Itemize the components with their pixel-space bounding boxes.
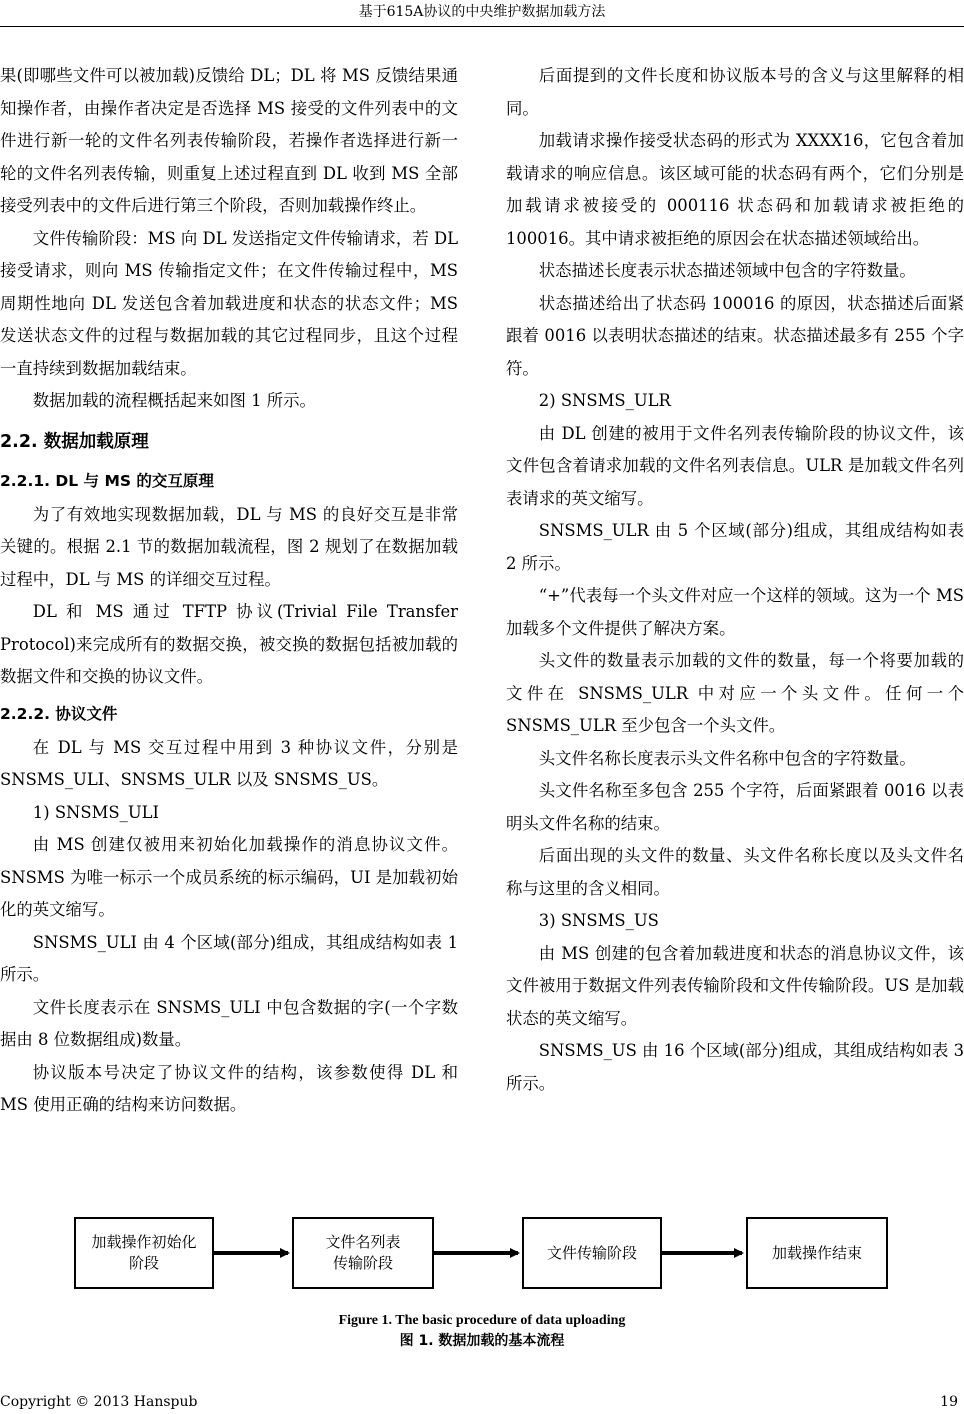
paragraph: 由 DL 创建的被用于文件名列表传输阶段的协议文件，该文件包含着请求加载的文件名列表信息。ULR 是加载文件名列表请求的英文缩写。 xyxy=(506,423,964,508)
paragraph: SNSMS_US 由 16 个区域(部分)组成，其组成结构如表 3 所示。 xyxy=(506,1041,964,1093)
paragraph: DL 和 MS 通过 TFTP 协议(Trivial File Transfer Protocol)来完成所有的数据交换，被交换的数据包括被加载的数据文件和交换的协议文件。 xyxy=(0,602,458,686)
list-item-label: 1) SNSMS_ULI xyxy=(32,802,160,822)
paragraph: 文件传输阶段：MS 向 DL 发送指定文件传输请求，若 DL 接受请求，则向 MS 传输指定文件；在文件传输过程中，MS 周期性地向 DL 发送包含着加载进度和状态的状态文件；MS 发送状态文件的过程与数据加载的其它过程同步，且这个过程一直持续到数据加载结束。 xyxy=(0,228,458,378)
paragraph: 状态描述长度表示状态描述领域中包含的字符数量。 xyxy=(538,261,916,280)
figure-1-flowchart xyxy=(74,1217,894,1291)
flow-box-text: 加载操作初始化 xyxy=(91,1233,197,1251)
paragraph: 数据加载的流程概括起来如图 1 所示。 xyxy=(32,391,316,410)
flow-box-text: 加载操作结束 xyxy=(771,1243,862,1262)
figure-caption-english: Figure 1. The basic procedure of data uploading xyxy=(338,1313,626,1328)
flow-box-text: 文件名列表 xyxy=(325,1233,401,1251)
paragraph: SNSMS_ULI 由 4 个区域(部分)组成，其组成结构如表 1 所示。 xyxy=(0,932,458,984)
list-item-label: 3) SNSMS_US xyxy=(538,911,659,930)
flow-box-text: 传输阶段 xyxy=(332,1254,393,1272)
paragraph: 状态描述给出了状态码 100016 的原因，状态描述后面紧跟着 0016 以表明状态描述的结束。状态描述最多有 255 个字符。 xyxy=(506,293,964,378)
paragraph: 由 MS 创建仅被用来初始化加载操作的消息协议文件。SNSMS 为唯一标示一个成员系统的标示编码，UI 是加载初始化的英文缩写。 xyxy=(0,835,458,919)
list-item-label: 2) SNSMS_ULR xyxy=(538,391,671,410)
flow-box-load-end xyxy=(746,1217,888,1289)
figure-caption-chinese: 图 1. 数据加载的基本流程 xyxy=(399,1333,565,1349)
paragraph: 为了有效地实现数据加载，DL 与 MS 的良好交互是非常关键的。根据 2.1 节的数据加载流程，图 2 规划了在数据加载过程中，DL 与 MS 的详细交互过程。 xyxy=(0,504,458,589)
footer-copyright: Copyright © 2013 Hanspub xyxy=(0,1394,198,1410)
paragraph: 文件长度表示在 SNSMS_ULI 中包含数据的字(一个字数据由 8 位数据组成)数量。 xyxy=(0,997,458,1049)
left-column xyxy=(0,60,458,1122)
running-header-title: 基于615A协议的中央维护数据加载方法 xyxy=(358,4,606,20)
subsection-heading-2-2-2: 2.2.2. 协议文件 xyxy=(0,704,118,723)
paragraph: 后面出现的头文件的数量、头文件名称长度以及头文件名称与这里的含义相同。 xyxy=(506,846,964,898)
paragraph: 头文件的数量表示加载的文件的数量，每一个将要加载的文件在 SNSMS_ULR 中对应一个头文件。任何一个 SNSMS_ULR 至少包含一个头文件。 xyxy=(506,651,964,735)
paragraph: 后面提到的文件长度和协议版本号的含义与这里解释的相同。 xyxy=(506,66,964,118)
paragraph: 在 DL 与 MS 交互过程中用到 3 种协议文件，分别是 SNSMS_ULI、SNSMS_ULR 以及 SNSMS_US。 xyxy=(0,737,458,789)
right-column xyxy=(506,60,964,1100)
page-number: 19 xyxy=(940,1394,958,1410)
flow-box-filename-list-transfer xyxy=(292,1217,434,1289)
section-heading-2-2: 2.2. 数据加载原理 xyxy=(0,431,149,452)
paragraph: 由 MS 创建的包含着加载进度和状态的消息协议文件，该文件被用于数据文件列表传输阶段和文件传输阶段。US 是加载状态的英文缩写。 xyxy=(506,943,964,1028)
flow-box-text: 文件传输阶段 xyxy=(546,1243,637,1262)
paragraph: 头文件名称长度表示头文件名称中包含的字符数量。 xyxy=(538,748,916,768)
flow-box-file-transfer xyxy=(522,1217,662,1289)
paragraph: “+”代表每一个头文件对应一个这样的领域。这为一个 MS 加载多个文件提供了解决方案。 xyxy=(506,586,964,638)
paragraph: 协议版本号决定了协议文件的结构，该参数使得 DL 和 MS 使用正确的结构来访问数据。 xyxy=(0,1062,458,1114)
subsection-heading-2-2-1: 2.2.1. DL 与 MS 的交互原理 xyxy=(0,471,214,490)
header-rule xyxy=(0,26,964,27)
paragraph: 加载请求操作接受状态码的形式为 XXXX16，它包含着加载请求的响应信息。该区域可能的状态码有两个，它们分别是加载请求被接受的 000116 状态码和加载请求被拒绝的 100016。其中请求被拒绝的原因会在状态描述领域给出。 xyxy=(506,131,964,248)
paragraph: SNSMS_ULR 由 5 个区域(部分)组成，其组成结构如表 2 所示。 xyxy=(506,521,964,573)
paragraph: 果(即哪些文件可以被加载)反馈给 DL；DL 将 MS 反馈结果通知操作者，由操作者决定是否选择 MS 接受的文件列表中的文件进行新一轮的文件名列表传输阶段，若操作者选择进行新一轮的文件名列表传输，则重复上述过程直到 DL 收到 MS 全部接受列表中的文件后进行第三个阶段，否则加载操作终止。 xyxy=(0,66,458,215)
flow-box-load-init xyxy=(74,1217,214,1289)
flow-box-text: 阶段 xyxy=(128,1254,159,1272)
paragraph: 头文件名称至多包含 255 个字符，后面紧跟着 0016 以表明头文件名称的结束。 xyxy=(506,781,964,833)
